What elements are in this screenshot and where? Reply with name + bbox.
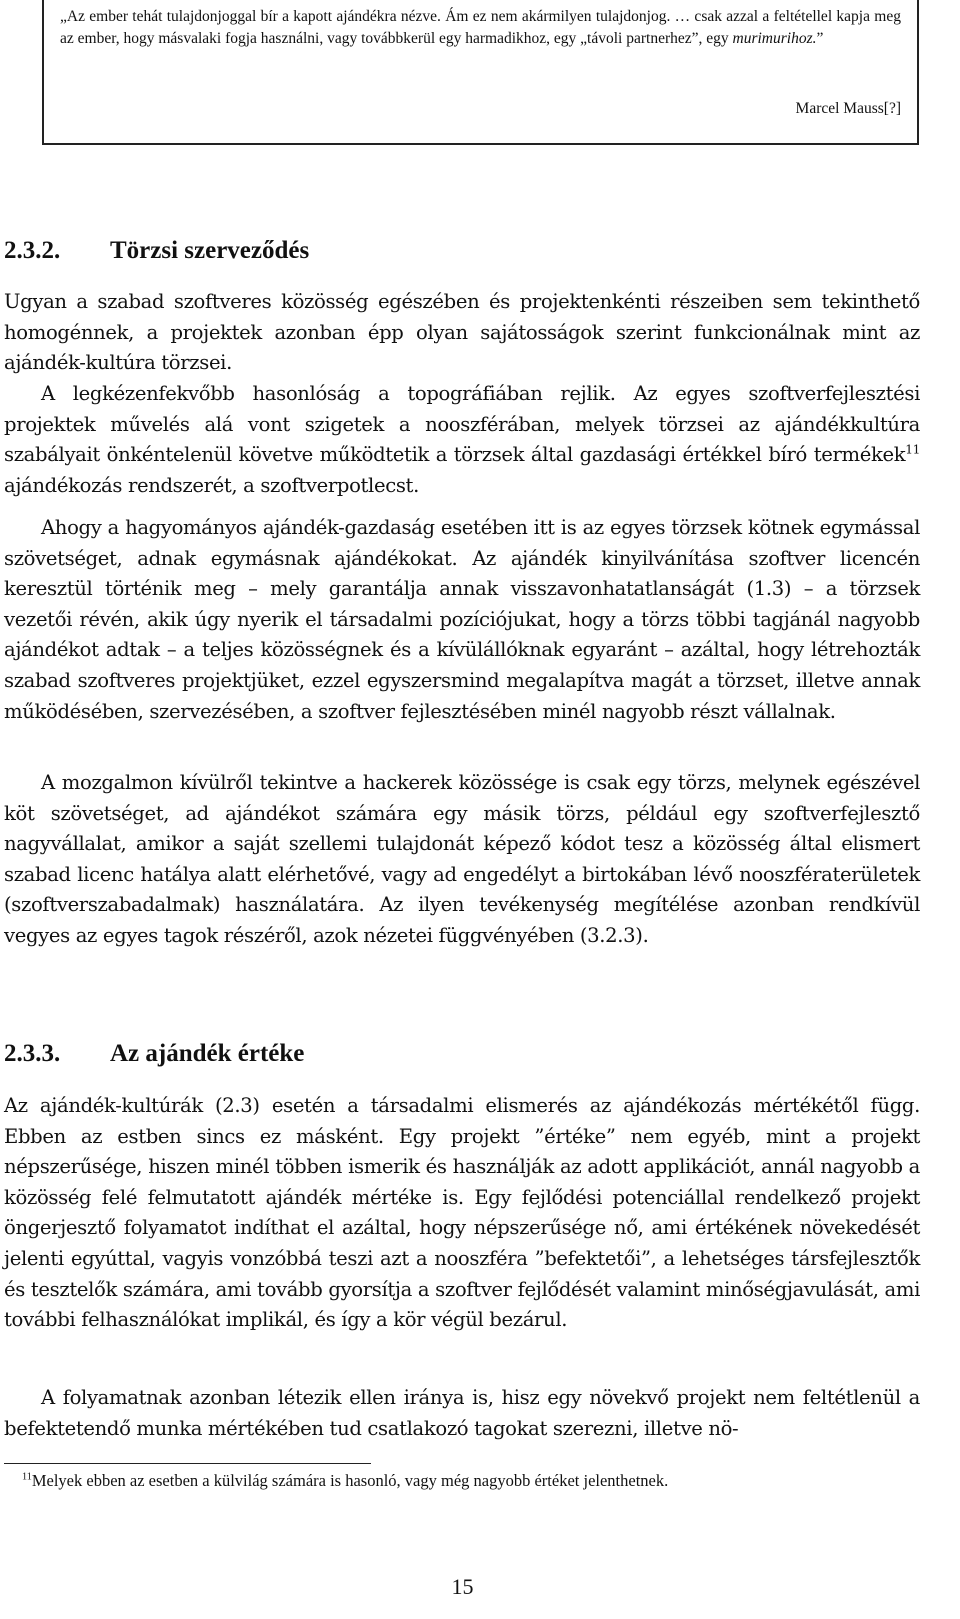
paragraph-gift-value: Az ajándék-kultúrák (2.3) esetén a társadalmi elismerés az ajándékozás mértékétől függ. Ebben az estben sincs ez másként. Egy projekt ”értéke” nem egyéb, mint a projekt népszerűsége, hiszen minél többen ismerik és használják az adott applikációt, annál nagyobb a közösség felé felmutatott ajándék mértéke is. Egy fejlődési potenciállal rendelkező projekt öngerjesztő folyamatot indíthat el azáltal, hogy népszerűsége nő, ami értékének növekedését jelenti egyúttal, vagyis vonzóbbá teszi azt a nooszféra ”befektetői”, a lehetséges társfejlesztők és tesztelők számára, ami tovább gyorsítja a szoftver fejlődését valamint minőségjavulását, ami további felhasználókat implikál, és így a kör végül bezárul. — [4, 1094, 920, 1332]
footnote-marker: 11 — [22, 1471, 32, 1483]
section-number: 2.3.3. — [4, 1040, 61, 1067]
footnote-divider — [4, 1463, 371, 1464]
paragraph-topography-text: A legkézenfekvőbb hasonlóság a topográfiában rejlik. Az egyes szoftverfejlesztési projektek művelés alá vont szigetek a nooszférában, melyek törzsei az ajándékkultúra szabályait önkéntelenül követve működtetik a törzsek által gazdasági értékkel bíró termékek — [4, 382, 920, 467]
section-number: 2.3.2. — [4, 237, 61, 264]
paragraph-hacker-tribe: A mozgalmon kívülről tekintve a hackerek közössége is csak egy törzs, melynek egészével köt szövetséget, ad ajándékot számára egy másik törzs, például egy szoftverfejlesztő nagyvállalat, amikor a saját szellemi tulajdonát képező kódot tesz a közösség által elismert szabad licenc hatálya alatt elérhetővé, vagy ad engedélyt a birtokában lévő nooszférаterületek (szoftverszabadalmak) használatára. Az ilyen tevékenység megítélése azonban rendkívül vegyes az egyes tagok részéről, azok nézetei függvényében (3.2.3). — [4, 771, 920, 947]
paragraph-intro: Ugyan a szabad szoftveres közösség egészében és projektenkénti részeiben sem tekinthető homogénnek, a projektek azonban épp olyan sajátosságok szerint funkcionálnak mint az ajándék-kultúra törzsei. — [4, 290, 920, 375]
section-title: Törzsi szerveződés — [110, 237, 310, 264]
epigraph-closing-quote: ” — [816, 30, 824, 47]
paragraph-reverse-direction: A folyamatnak azonban létezik ellen iránya is, hisz egy növekvő projekt nem feltétlenül a befektetendő munka mértékében tud csatlakozó tagokat szerezni, illetve nö- — [4, 1386, 920, 1440]
epigraph-box — [42, 0, 919, 145]
footnote-11 — [22, 1470, 922, 1492]
section-heading-2-3-3 — [4, 1039, 920, 1069]
paragraph-topography-end: ajándékozás rendszerét, a szoftverpotlecst. — [4, 473, 419, 497]
epigraph-italic-word: murimurihoz. — [732, 30, 817, 47]
section-heading-2-3-2 — [4, 236, 920, 266]
section-title: Az ajándék értéke — [110, 1040, 305, 1067]
footnote-text: Melyek ebben az esetben a külvilág számára is hasonló, vagy még nagyobb értéket jelenthetnek. — [31, 1471, 669, 1490]
page-number: 15 — [451, 1574, 474, 1599]
paragraph-alliances: Ahogy a hagyományos ajándék-gazdaság esetében itt is az egyes törzsek kötnek egymással szövetséget, adnak egymásnak ajándékokat. Az ajándék kinyilvánítása szoftver licencén keresztül történik meg – mely garantálja annak visszavonhatatlanságát (1.3) – a törzsek vezetői révén, akik úgy nyerik el társadalmi pozíciójukat, hogy a törzs többi tagjánál nagyobb ajándékot adtak – a teljes közösségnek és a kívülállóknak egyaránt – azáltal, hogy létrehozták szabad szoftveres projektjüket, ezzel egyszersmind megalapítva magát a törzset, illetve annak működésében, szervezésében, a szoftver fejlesztésében minél nagyobb részt vállalnak. — [4, 516, 920, 723]
epigraph-text — [60, 6, 901, 50]
paragraph-topography — [4, 379, 920, 501]
footnote-ref-11[interactable]: 11 — [905, 442, 920, 457]
epigraph-text-main: „Az ember tehát tulajdonjoggal bír a kapott ajándékra nézve. Ám ez nem akármilyen tulajdonjog. … csak azzal a feltétellel kapja meg az ember, hogy másvalaki fogja használni, vagy továbbkerül egy harmadikhoz, egy „távoli partnerhez”, egy — [60, 8, 901, 47]
epigraph-author: Marcel Mauss[?] — [795, 100, 901, 117]
